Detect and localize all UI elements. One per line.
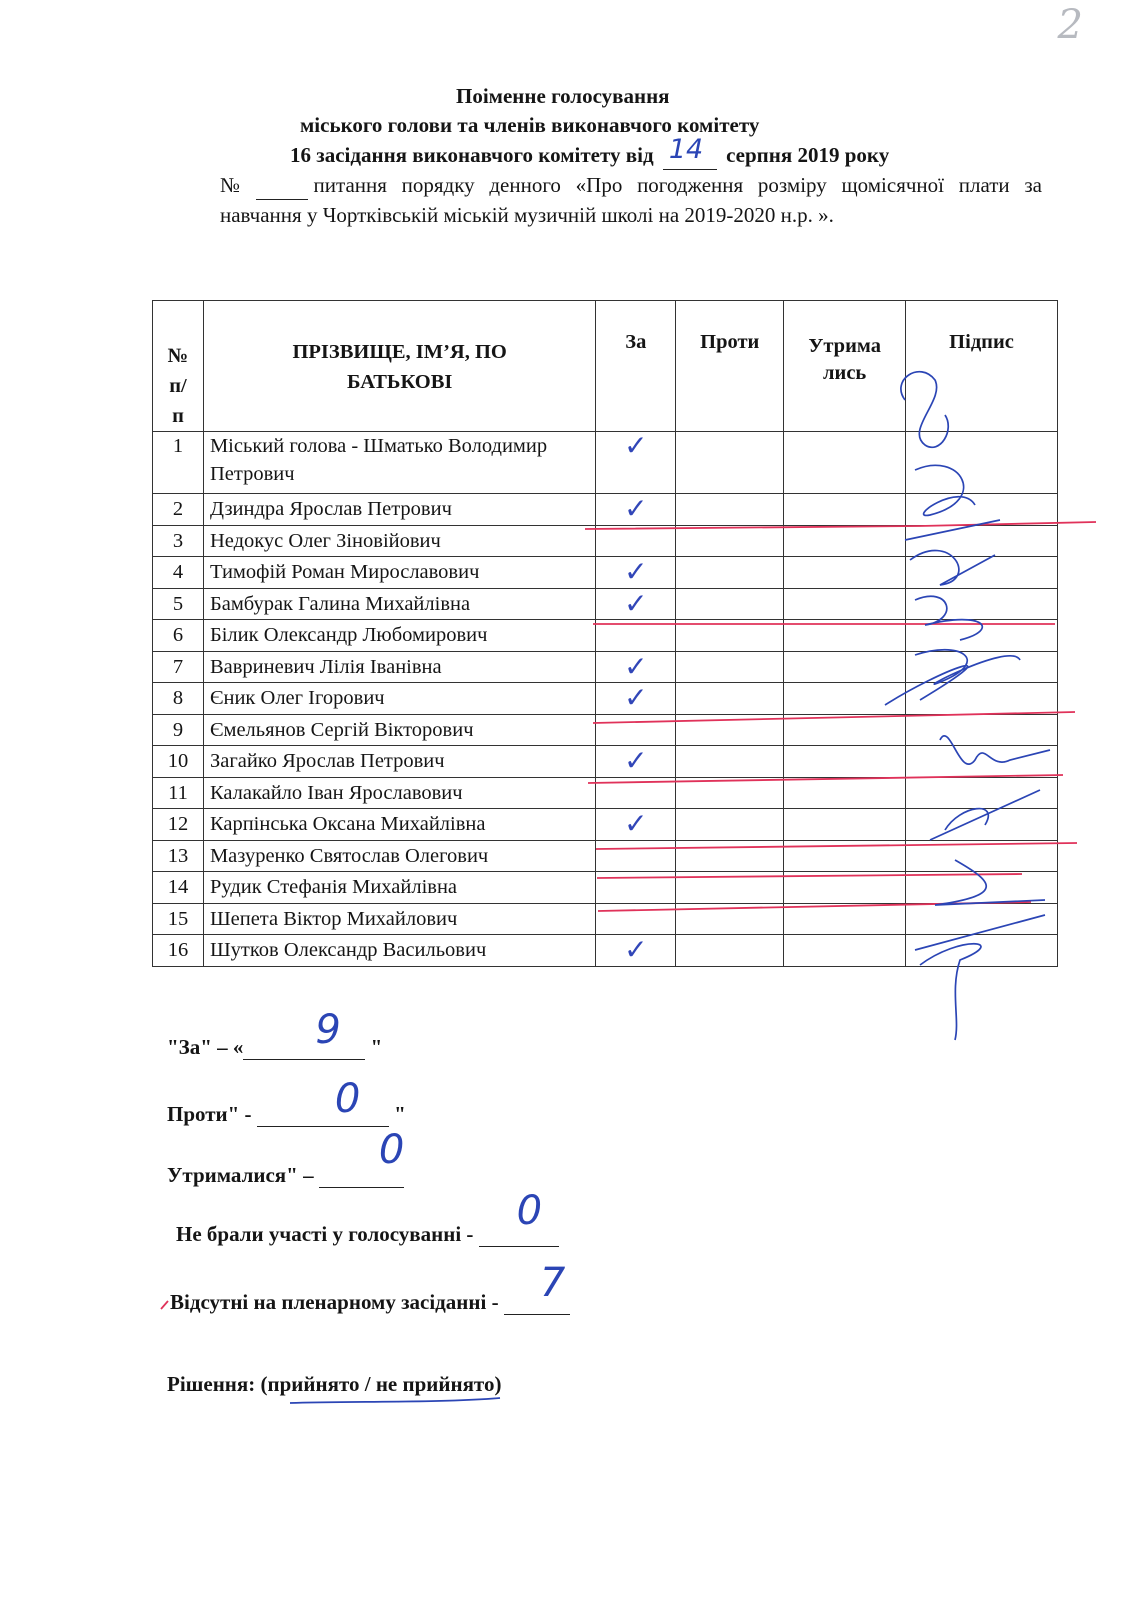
header-name: ПРІЗВИЩЕ, ІМ’Я, ПО БАТЬКОВІ — [203, 301, 595, 432]
header-number: № п/ п — [153, 301, 204, 432]
header-abstained: Утрима лись — [784, 301, 906, 432]
tally-not-voted-blank — [479, 1188, 559, 1247]
row-number: 3 — [153, 525, 204, 557]
row-name: Ємельянов Сергій Вікторович — [203, 714, 595, 746]
row-name: Калакайло Іван Ярославович — [203, 777, 595, 809]
decision-underline — [290, 1398, 500, 1403]
row-number: 10 — [153, 746, 204, 778]
title-line-3-after: серпня 2019 року — [726, 143, 890, 167]
vote-for-check-icon: ✓ — [596, 651, 676, 683]
title-line-2: міського голови та членів виконавчого комітету — [300, 113, 760, 137]
absence-strike-lines — [161, 522, 1096, 1309]
title-line-1: Поіменне голосування — [456, 84, 670, 108]
row-number: 15 — [153, 903, 204, 935]
signature-1 — [901, 372, 948, 448]
vote-for-check-icon: ✓ — [596, 432, 676, 494]
row-name: Шепета Віктор Михайлович — [203, 903, 595, 935]
row-name: Єник Олег Ігорович — [203, 683, 595, 715]
row-number: 16 — [153, 935, 204, 967]
row-number: 1 — [153, 432, 204, 494]
decision-label: Рішення: — [167, 1372, 261, 1396]
row-name: Шутков Олександр Васильович — [203, 935, 595, 967]
row-name: Недокус Олег Зіновійович — [203, 525, 595, 557]
tally-absent-value: 7 — [539, 1260, 566, 1306]
vote-for-check-icon: ✓ — [596, 494, 676, 526]
signature-3 — [905, 520, 1000, 585]
header-signature: Підпис — [906, 301, 1058, 432]
strike-line-row-9 — [593, 712, 1075, 723]
row-name: Бамбурак Галина Михайлівна — [203, 588, 595, 620]
vote-for-check-icon: ✓ — [596, 557, 676, 589]
vote-for-check-icon: ✓ — [596, 746, 676, 778]
row-name: Карпінська Оксана Михайлівна — [203, 809, 595, 841]
page-number: 2 — [1057, 2, 1083, 48]
tally-against-label: Проти" - — [167, 1102, 257, 1126]
tally-for-label-close: " — [365, 1035, 383, 1059]
tally-for-label-open: "За" – « — [167, 1035, 244, 1059]
row-number: 11 — [153, 777, 204, 809]
row-number: 13 — [153, 840, 204, 872]
tally-abstained-value: 0 — [378, 1127, 405, 1173]
strike-line-row-11 — [588, 775, 1063, 783]
row-name: Міський голова - Шматько Володимир Петрович — [203, 432, 595, 494]
vote-for-check-icon: ✓ — [596, 809, 676, 841]
row-number: 8 — [153, 683, 204, 715]
row-name: Дзиндра Ярослав Петрович — [203, 494, 595, 526]
decision-options: (прийнято / не прийнято) — [260, 1372, 502, 1396]
row-number: 12 — [153, 809, 204, 841]
row-number: 4 — [153, 557, 204, 589]
tally-absent — [170, 1260, 570, 1315]
tally-not-voted — [176, 1188, 559, 1247]
tally-for-value: 9 — [315, 1007, 341, 1053]
date-day-handwritten: 14 — [668, 134, 704, 165]
strike-line-row-13 — [596, 843, 1077, 849]
vote-for-check-icon: ✓ — [596, 588, 676, 620]
tally-against-blank — [257, 1076, 389, 1127]
agenda-text: питання порядку денного «Про погодження розміру щомісячної плати за навчання у Чортківській міській музичній школі на 2019-2020 н.р. ». — [220, 173, 1042, 227]
signature-10 — [915, 915, 1045, 1040]
signature-8 — [930, 790, 1040, 840]
signature-9 — [935, 860, 1045, 905]
tally-not-voted-label: Не брали участі у голосуванні - — [176, 1222, 479, 1246]
vote-for-check-icon: ✓ — [596, 935, 676, 967]
vote-for-check-icon: ✓ — [596, 683, 676, 715]
tally-against-label-close: " — [388, 1102, 406, 1126]
header-against: Проти — [676, 301, 784, 432]
tally-for-blank — [243, 1007, 365, 1060]
tally-absent-blank — [504, 1260, 570, 1315]
row-number: 2 — [153, 494, 204, 526]
agenda-number-label: № — [220, 173, 250, 197]
row-name: Рудик Стефанія Михайлівна — [203, 872, 595, 904]
strike-line-row-3 — [585, 522, 1096, 529]
row-name: Загайко Ярослав Петрович — [203, 746, 595, 778]
tally-for — [167, 1007, 383, 1060]
row-number: 5 — [153, 588, 204, 620]
signature-2 — [915, 465, 975, 515]
margin-tick — [161, 1301, 168, 1309]
signature-7 — [940, 736, 1050, 764]
row-number: 7 — [153, 651, 204, 683]
decision — [167, 1372, 501, 1397]
tally-abstained-blank — [319, 1127, 405, 1188]
row-name: Тимофій Роман Мирославович — [203, 557, 595, 589]
tally-absent-label: Відсутні на пленарному засіданні - — [170, 1290, 504, 1314]
signature-4 — [915, 596, 982, 640]
strike-line-row-14 — [597, 874, 1022, 878]
row-name: Білик Олександр Любомирович — [203, 620, 595, 652]
tally-abstained — [167, 1127, 405, 1188]
tally-not-voted-value: 0 — [516, 1188, 543, 1234]
title-line-3-before: 16 засідання виконавчого комітету від — [290, 143, 654, 167]
row-name: Мазуренко Святослав Олегович — [203, 840, 595, 872]
tally-abstained-label: Утрималися" – — [167, 1163, 319, 1187]
row-number: 14 — [153, 872, 204, 904]
tally-against-value: 0 — [334, 1076, 361, 1122]
header-for: За — [596, 301, 676, 432]
row-number: 9 — [153, 714, 204, 746]
row-name: Вавриневич Лілія Іванівна — [203, 651, 595, 683]
tally-against — [167, 1076, 406, 1127]
signature-6 — [885, 666, 968, 705]
row-number: 6 — [153, 620, 204, 652]
